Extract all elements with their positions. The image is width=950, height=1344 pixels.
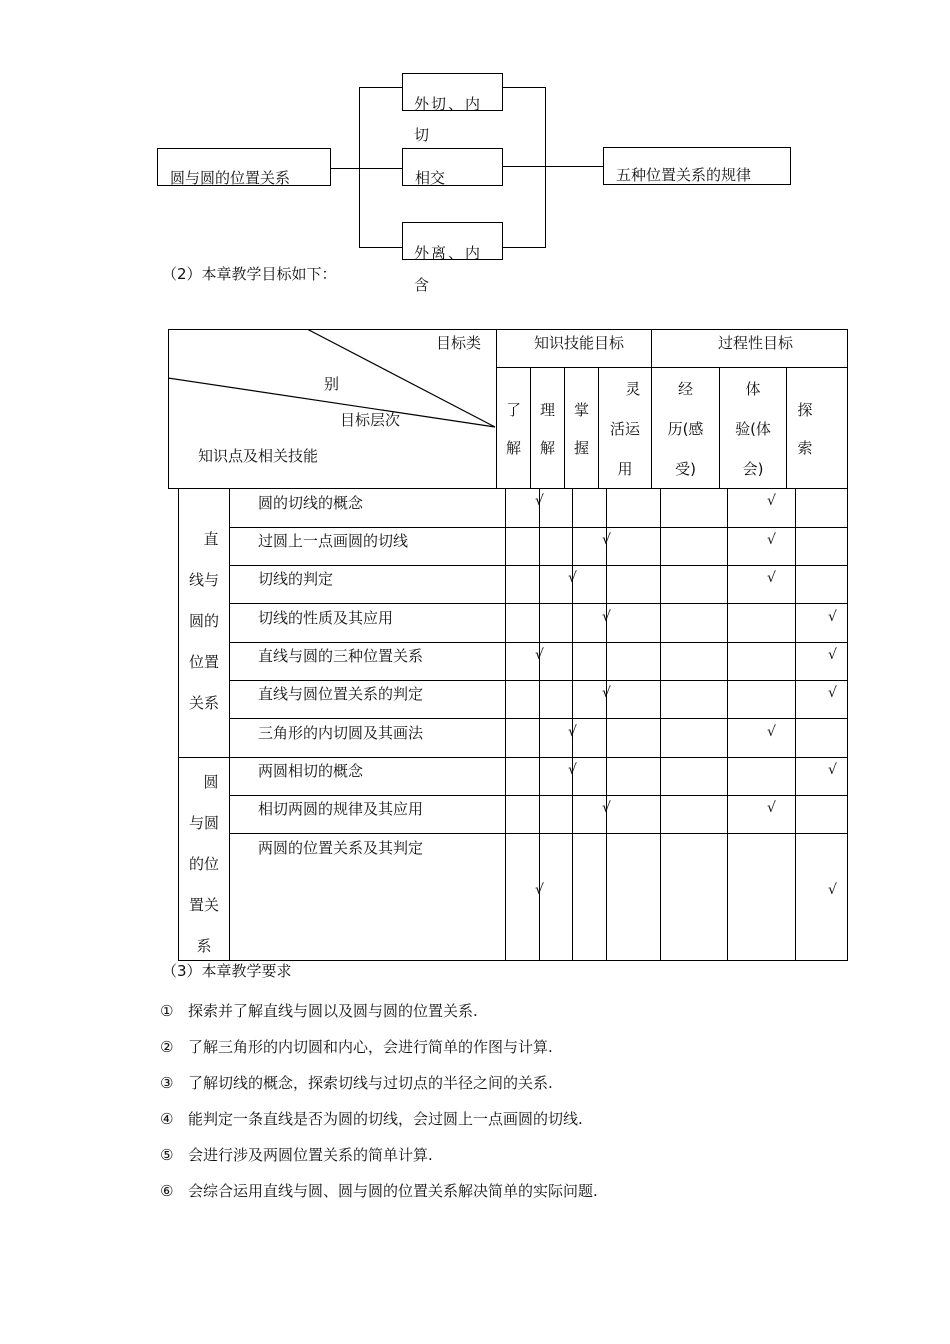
diagram-mid-top-line1: 外切、内 [414,95,483,113]
diagram-right-box [603,147,791,185]
check-mark: √ [568,570,577,586]
check-mark: √ [767,493,776,509]
diagram-mid-bot-line2: 含 [414,276,430,294]
section-label-circle-circle: 圆 与圆 的位 置关 系 [188,773,219,955]
connector-bot-right [502,247,546,248]
corner-mid-label: 别 [324,375,340,393]
list-item: ① 探索并了解直线与圆以及圆与圆的位置关系. [160,1002,478,1020]
table-row-name: 三角形的内切圆及其画法 [258,724,424,742]
table-row-name: 切线的判定 [258,570,334,588]
list-item: ③ 了解切线的概念，探索切线与过切点的半径之间的关系. [160,1074,553,1092]
subheader-master: 掌 握 [573,401,589,457]
diagram-mid-bot-line1: 外离、内 [414,244,483,262]
subheader-apply: 灵 活运 用 [609,380,641,478]
check-mark: √ [535,493,544,509]
diagram-right-label: 五种位置关系的规律 [616,166,752,184]
diagram-mid-top-line2: 切 [414,126,430,144]
section-label-line-circle: 直 线与 圆的 位置 关系 [188,530,219,712]
check-mark: √ [767,724,776,740]
diagram-mid-mid-box [402,148,503,186]
diagram-left-box [157,148,331,186]
diagram-mid-mid-label: 相交 [415,169,446,187]
corner-diagonals [168,329,498,489]
check-mark: √ [767,800,776,816]
group-header-knowledge: 知识技能目标 [534,334,625,352]
check-mark: √ [767,532,776,548]
check-mark: √ [602,609,611,625]
check-mark: √ [568,762,577,778]
corner-level-label: 目标层次 [340,411,401,429]
corner-bottom-label: 知识点及相关技能 [198,447,319,465]
section2-heading: （2）本章教学目标如下： [162,265,337,283]
check-mark: √ [767,570,776,586]
connector-mid-right [502,166,604,167]
table-row-name: 两圆相切的概念 [258,762,364,780]
list-item: ④ 能判定一条直线是否为圆的切线，会过圆上一点画圆的切线. [160,1110,583,1128]
check-mark: √ [535,647,544,663]
table-row-name: 相切两圆的规律及其应用 [258,800,424,818]
connector-mid-left [359,168,403,169]
check-mark: √ [568,724,577,740]
list-item: ⑤ 会进行涉及两圆位置关系的简单计算. [160,1146,433,1164]
check-mark: √ [828,685,837,701]
diagram-left-label: 圆与圆的位置关系 [170,169,291,187]
check-mark: √ [602,532,611,548]
table-row-name: 切线的性质及其应用 [258,609,394,627]
group-header-process: 过程性目标 [718,334,794,352]
subheader-explore: 探 索 [797,401,813,457]
connector-bracket-right [545,87,546,247]
subheader-comprehend: 理 解 [539,401,555,457]
connector-top-left [359,87,403,88]
corner-top-label: 目标类 [436,334,482,352]
check-mark: √ [602,685,611,701]
subheader-experience: 经 历(感 受) [667,380,704,478]
connector-bracket-left [359,87,360,247]
connector-top-right [502,87,546,88]
subheader-feel: 体 验(体 会) [735,380,771,478]
list-item: ② 了解三角形的内切圆和内心，会进行简单的作图与计算. [160,1038,553,1056]
list-item: ⑥ 会综合运用直线与圆、圆与圆的位置关系解决简单的实际问题. [160,1182,598,1200]
subheader-understand: 了 解 [505,401,521,457]
check-mark: √ [828,882,837,898]
table-row-name: 圆的切线的概念 [258,494,364,512]
section3-heading: （3）本章教学要求 [162,962,292,980]
table-row-name: 两圆的位置关系及其判定 [258,839,424,857]
table-row-name: 过圆上一点画圆的切线 [258,532,409,550]
connector-left [330,168,360,169]
check-mark: √ [535,882,544,898]
check-mark: √ [602,800,611,816]
table-row-name: 直线与圆位置关系的判定 [258,685,424,703]
table-row-name: 直线与圆的三种位置关系 [258,647,424,665]
connector-bot-left [359,247,403,248]
check-mark: √ [828,762,837,778]
check-mark: √ [828,609,837,625]
check-mark: √ [828,647,837,663]
